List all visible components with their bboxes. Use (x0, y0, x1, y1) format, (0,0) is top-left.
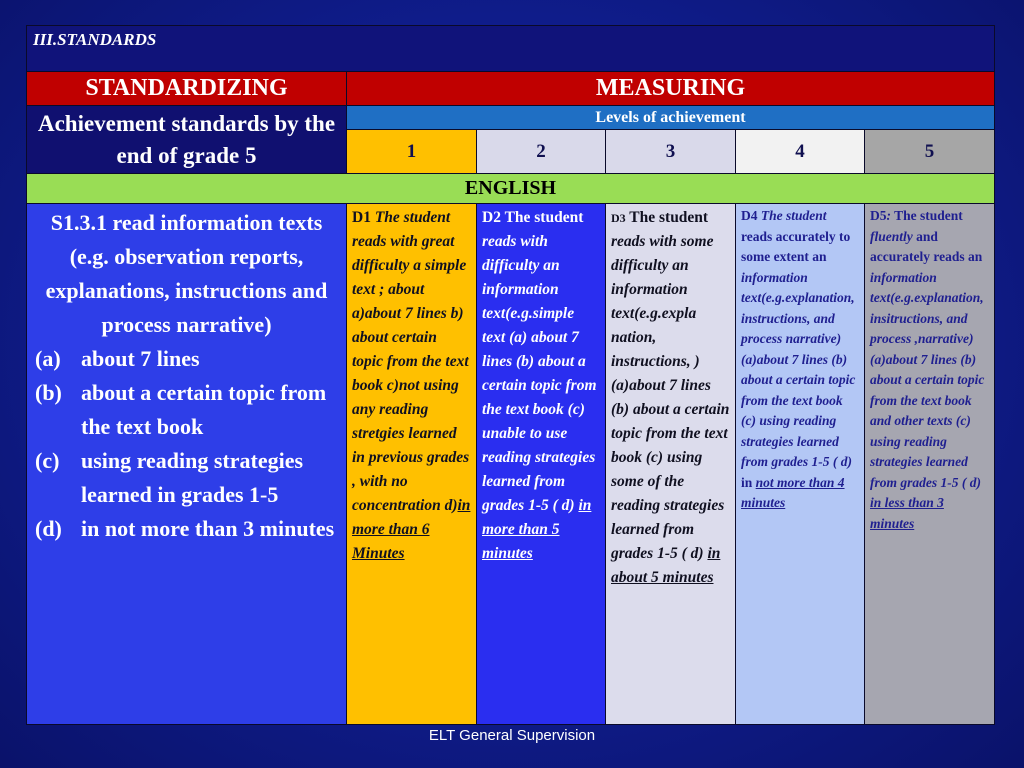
d2-lead: The student (504, 209, 584, 226)
d4-code: D4 (741, 208, 758, 223)
level-4-cell: 4 (736, 130, 865, 174)
item-text: about 7 lines (81, 346, 200, 371)
item-label: (a) (35, 346, 61, 371)
d2-code: D2 (482, 209, 501, 226)
item-text: about a certain topic from the text book (81, 380, 327, 439)
d3-code: D3 (611, 211, 626, 225)
level-2-cell: 2 (477, 130, 606, 174)
item-label: (b) (35, 380, 62, 405)
d4-lead: The student (760, 208, 827, 223)
d2-body: reads with difficulty an information text(e.g.simple text (a) about 7 lines (b) about a certain topic from the text book (c) unable to use reading strategies learned from grades 1-5 ( d) (482, 233, 597, 514)
standard-criteria-list (35, 342, 338, 546)
d1-time-limit: in more than 6 Minutes (352, 497, 471, 562)
standardizing-header: STANDARDIZING (27, 72, 347, 106)
slide-title: III.STANDARDS (27, 26, 995, 72)
d5-colon: : (886, 208, 891, 223)
level-5-cell: 5 (865, 130, 995, 174)
list-item (35, 376, 338, 444)
d5-plain: and accurately reads an (870, 228, 983, 264)
measuring-header: MEASURING (347, 72, 995, 106)
d3-body: reads with some difficulty an information text(e.g.expla nation, instructions, ) (a)about 7 lines (b) about a certain topic from the text book (c) using some of the reading strategies learned from grades 1-5 ( d) (611, 233, 730, 562)
descriptor-d1-cell (347, 204, 477, 725)
item-text: in not more than 3 minutes (81, 516, 335, 541)
standards-table (26, 25, 995, 725)
level-3-cell: 3 (606, 130, 736, 174)
d5-time-limit: in less than 3 minutes (870, 495, 944, 531)
levels-of-achievement-header: Levels of achievement (347, 106, 995, 130)
d3-lead: The student (629, 209, 709, 226)
d1-body: student reads with great difficulty a simple text ; about a)about 7 lines b) about certain topic from the text book c)not using any reading stretgies learned in previous grades , with no concentration d) (352, 209, 470, 514)
d4-body: information text(e.g.explanation, instructions, and process narrative) (a)about 7 lines (b) about a certain topic from the text book (c) using reading strategies learned from grades 1-5 ( d) (741, 269, 856, 469)
standard-cell (27, 204, 347, 725)
level-1-cell: 1 (347, 130, 477, 174)
footer-text: ELT General Supervision (428, 727, 596, 744)
d4-pre: in (741, 474, 753, 490)
descriptor-d3-cell (606, 204, 736, 725)
d4-time-limit: not more than 4 minutes (741, 474, 845, 510)
d5-fluently: fluently (870, 228, 913, 244)
descriptor-d4-cell (736, 204, 865, 725)
d5-code: D5 (870, 208, 887, 223)
descriptor-d2-cell (477, 204, 606, 725)
item-text: using reading strategies learned in grades 1-5 (81, 448, 304, 507)
d1-code: D1 (352, 209, 371, 226)
d5-lead: The student (894, 208, 963, 223)
standard-intro: S1.3.1 read information texts (e.g. observation reports, explanations, instructions and process narrative) (45, 210, 328, 337)
d5-body: information text(e.g.explanation, insitructions, and process ,narrative) (a)about 7 lines (b) about a certain topic from the text book and other texts (c) using reading strategies learned from grades 1-5 ( d) (870, 269, 985, 490)
list-item (35, 342, 338, 376)
list-item (35, 444, 338, 512)
achievement-standards-header: Achievement standards by the end of grade 5 (27, 106, 347, 174)
item-label: (c) (35, 448, 60, 473)
d2-time-limit: in more than 5 minutes (482, 497, 592, 562)
d3-time-limit: in about 5 minutes (611, 545, 721, 586)
item-label: (d) (35, 516, 62, 541)
descriptor-d5-cell (865, 204, 995, 725)
d4-plain: reads accurately to some extent an (741, 228, 851, 264)
d1-lead: The (374, 209, 400, 226)
list-item (35, 512, 338, 546)
subject-english-bar: ENGLISH (27, 174, 995, 204)
